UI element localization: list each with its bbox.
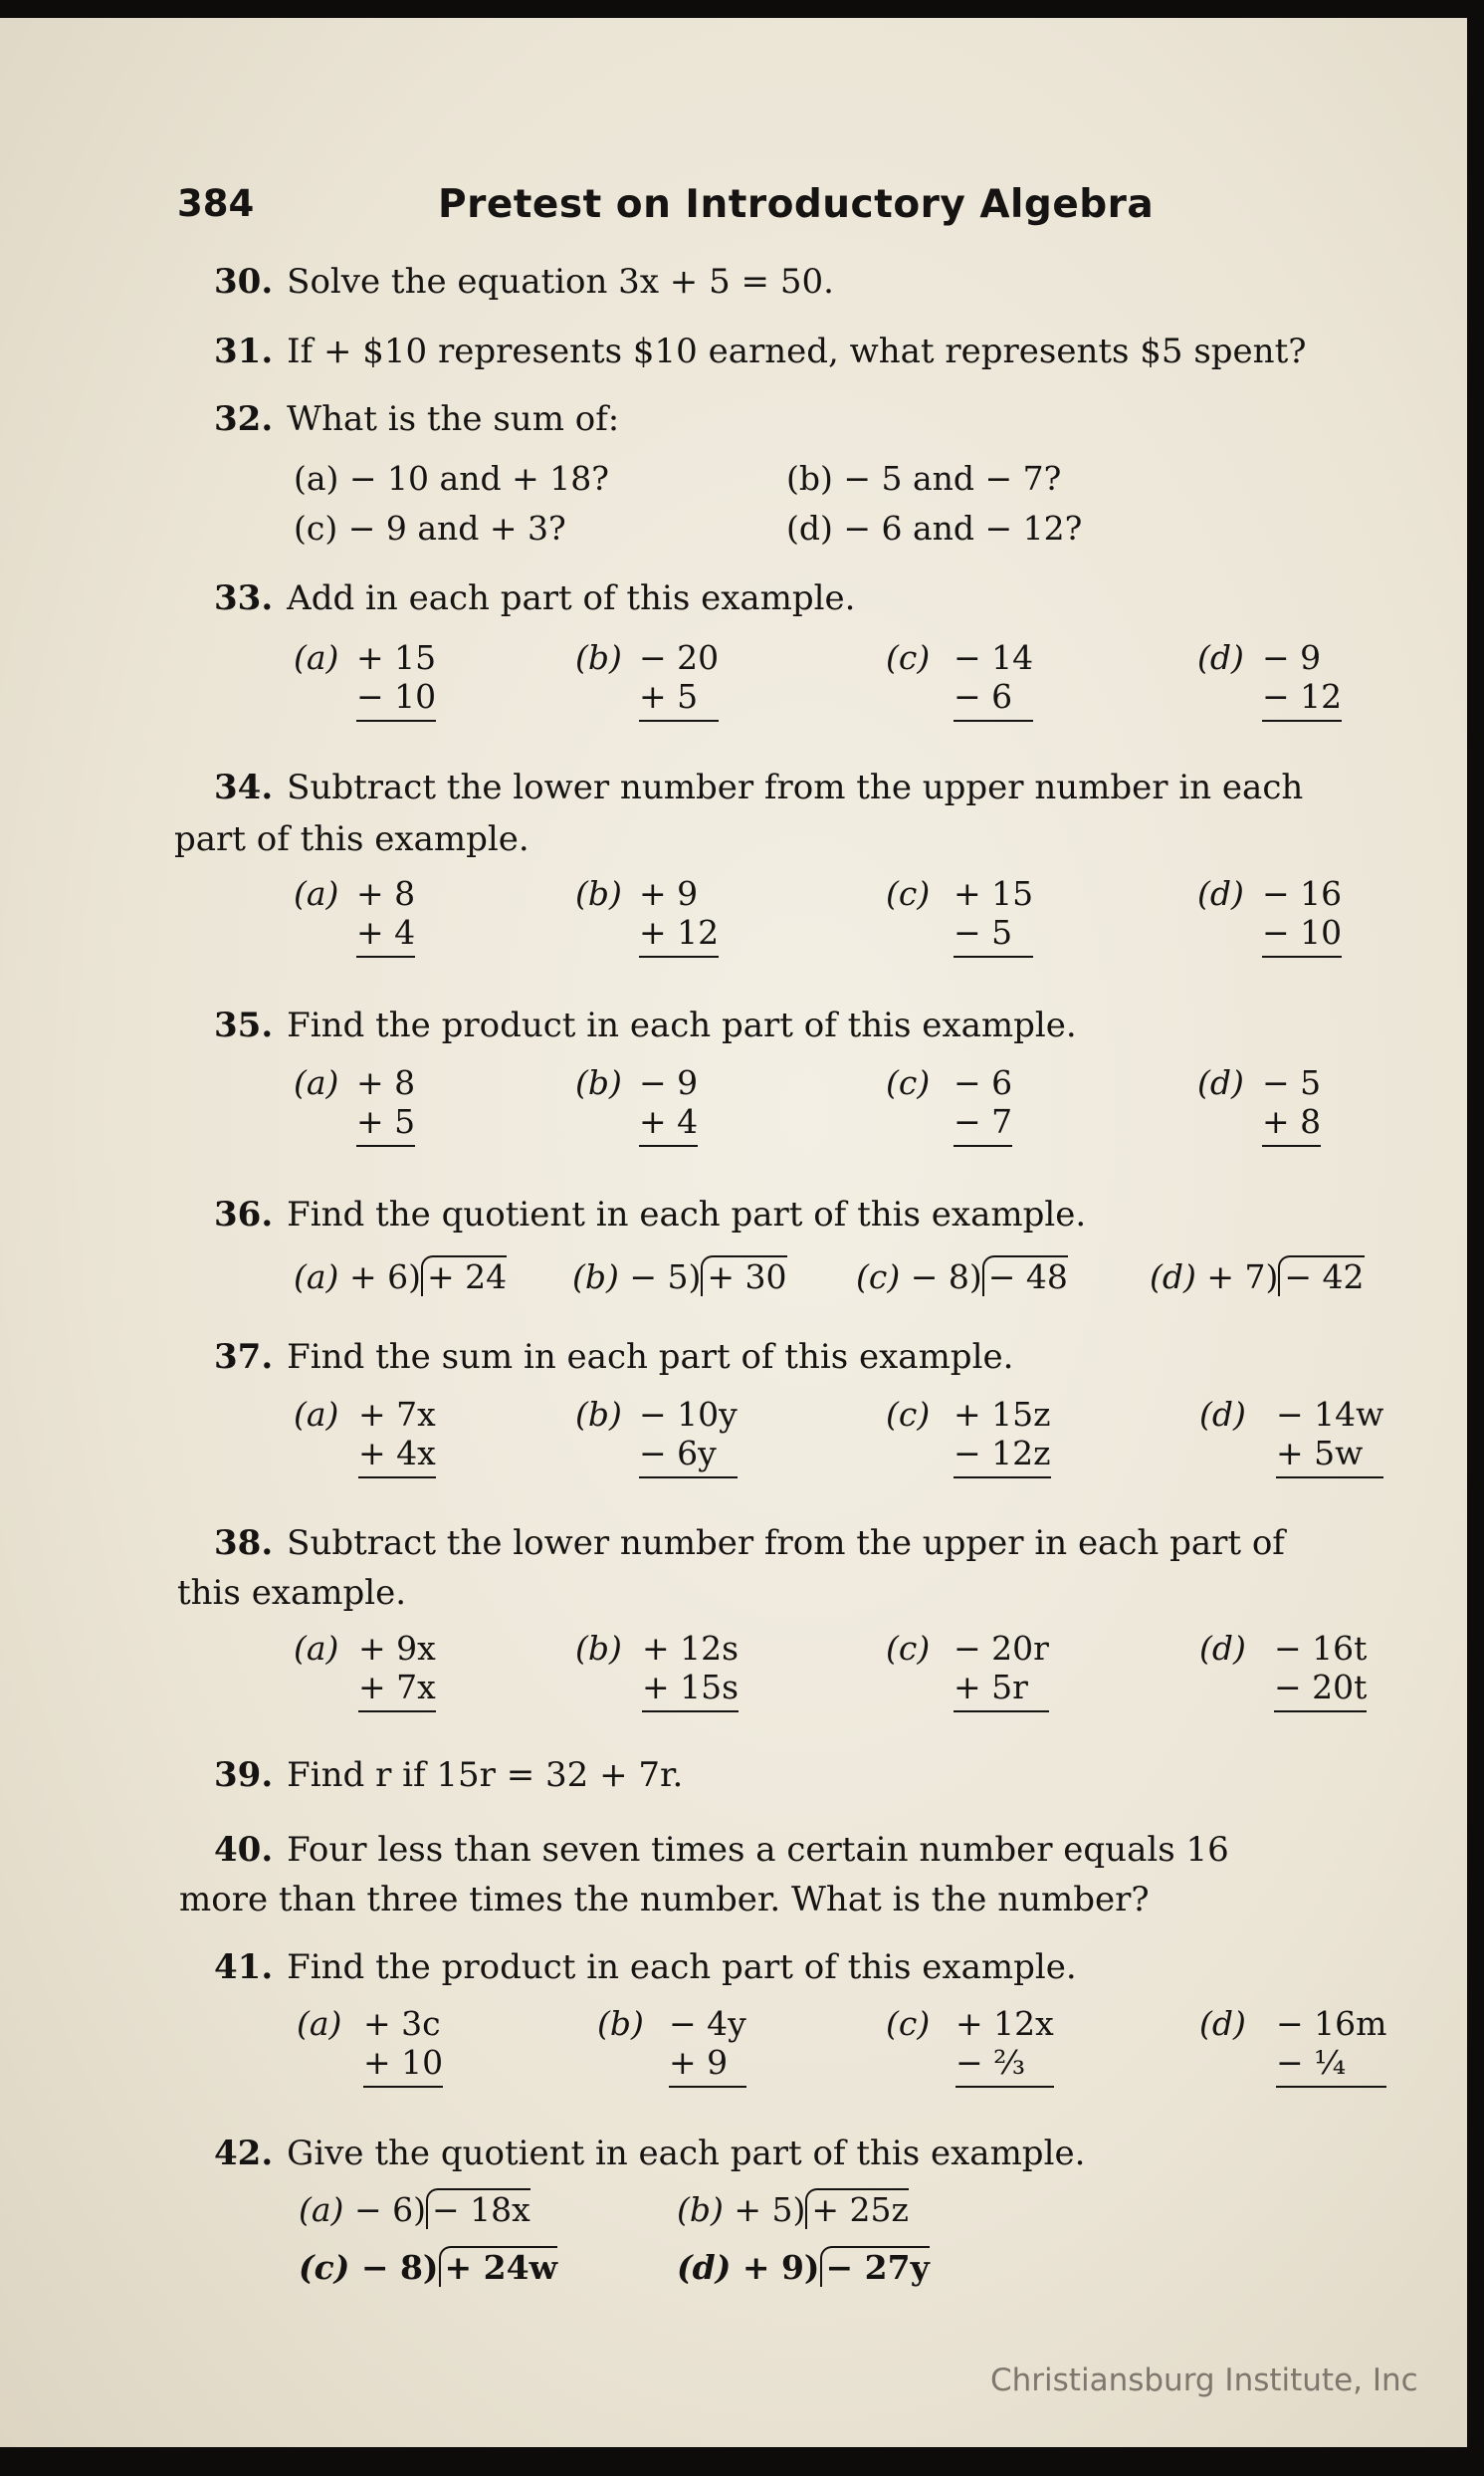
lower-number: + 5r [954, 1668, 1049, 1712]
upper-number: + 8 [356, 874, 416, 913]
part-a [294, 874, 338, 913]
problem-number: 37. [214, 1337, 274, 1377]
stacked-numbers [639, 874, 719, 958]
part-c [886, 638, 930, 677]
lower-number: + 5w [1276, 1434, 1383, 1478]
part-label: (d) [677, 2248, 732, 2287]
part-b [575, 1395, 622, 1434]
option-c: (c) − 9 and + 3? [294, 509, 566, 548]
division-d [1150, 1257, 1365, 1296]
part-a [294, 1395, 338, 1434]
division-d [677, 2248, 930, 2287]
division-c [299, 2248, 557, 2287]
problem-36 [214, 1195, 1086, 1235]
problem-35 [214, 1006, 1077, 1045]
part-c [886, 1395, 930, 1434]
divisor: − 5) [629, 1257, 702, 1296]
upper-number: + 8 [356, 1063, 416, 1102]
part-d [1197, 638, 1244, 677]
upper-number: − 4y [669, 2004, 746, 2043]
part-label: (d) [1150, 1257, 1196, 1296]
problem-text: Find r if 15r = 32 + 7r. [287, 1755, 684, 1795]
divisor: − 8) [360, 2248, 439, 2287]
part-label: (a) [294, 1257, 339, 1296]
divisor: + 7) [1206, 1257, 1279, 1296]
lower-number: − 20t [1274, 1668, 1367, 1712]
problem-number: 31. [214, 332, 274, 371]
problem-32 [214, 399, 619, 439]
problem-text: Subtract the lower number from the upper in each part of [287, 1523, 1285, 1563]
problem-41 [214, 1947, 1077, 1987]
part-label: (b) [575, 1629, 622, 1668]
upper-number: + 9 [639, 874, 699, 913]
lower-number: + 8 [1262, 1102, 1321, 1147]
part-label: (b) [575, 874, 622, 913]
part-b [597, 2004, 644, 2043]
problem-text: Subtract the lower number from the upper number in each [287, 768, 1304, 807]
problem-33 [214, 578, 855, 618]
upper-number: − 9 [639, 1063, 699, 1102]
lower-number: + 4x [358, 1434, 436, 1478]
stacked-numbers [954, 638, 1033, 722]
divisor: + 5) [734, 2190, 806, 2229]
division-c [856, 1257, 1068, 1296]
problem-text: Find the product in each part of this example. [287, 1947, 1077, 1987]
part-label: (c) [856, 1257, 901, 1296]
stacked-numbers [1262, 874, 1342, 958]
stacked-numbers [954, 874, 1033, 958]
part-label: (b) [575, 1395, 622, 1434]
upper-number: − 9 [1262, 638, 1322, 677]
stacked-numbers [1276, 2004, 1386, 2088]
problem-text: Add in each part of this example. [287, 578, 856, 618]
dividend: + 30 [701, 1255, 786, 1296]
part-label: (c) [886, 1395, 931, 1434]
lower-number: − 7 [954, 1102, 1012, 1147]
part-c [886, 1629, 930, 1668]
stacked-numbers [356, 1063, 415, 1147]
part-label: (d) [1199, 1629, 1246, 1668]
lower-number: − ⅔ [955, 2043, 1054, 2088]
division-b [572, 1257, 787, 1296]
part-c [886, 1063, 930, 1102]
stacked-numbers [955, 2004, 1054, 2088]
part-label: (d) [1197, 638, 1244, 677]
lower-number: + 10 [363, 2043, 443, 2088]
upper-number: + 7x [358, 1395, 436, 1434]
part-label: (c) [299, 2248, 350, 2287]
problem-number: 42. [214, 2134, 274, 2173]
dividend: + 24 [421, 1255, 507, 1296]
divisor: − 6) [353, 2190, 426, 2229]
lower-number: − 10 [1262, 913, 1342, 958]
part-d [1199, 1395, 1246, 1434]
lower-number: − 5 [954, 913, 1033, 958]
upper-number: + 12x [955, 2004, 1054, 2043]
part-label: (c) [886, 874, 931, 913]
upper-number: − 5 [1262, 1063, 1322, 1102]
part-c [886, 2004, 930, 2043]
stacked-numbers [358, 1395, 436, 1478]
dividend: + 25z [805, 2188, 909, 2229]
lower-number: + 7x [358, 1668, 436, 1712]
upper-number: − 6 [954, 1063, 1013, 1102]
upper-number: − 16t [1274, 1629, 1368, 1668]
problem-34 [214, 768, 1303, 807]
option-b: (b) − 5 and − 7? [786, 459, 1062, 498]
upper-number: + 15z [954, 1395, 1051, 1434]
stacked-numbers [954, 1629, 1049, 1712]
problem-text: If + $10 represents $10 earned, what represents $5 spent? [287, 332, 1307, 371]
problem-40 [214, 1830, 1229, 1870]
stacked-numbers [1262, 1063, 1321, 1147]
problem-text: Find the product in each part of this example. [287, 1006, 1077, 1045]
lower-number: − 12 [1262, 677, 1342, 722]
part-label: (a) [294, 874, 339, 913]
part-label: (a) [294, 1629, 339, 1668]
option-a: (a) − 10 and + 18? [294, 459, 609, 498]
problem-text: Four less than seven times a certain number equals 16 [287, 1830, 1229, 1870]
part-a [294, 638, 338, 677]
part-label: (c) [886, 1063, 931, 1102]
stacked-numbers [639, 638, 719, 722]
upper-number: + 15 [954, 874, 1034, 913]
part-label: (d) [1199, 1395, 1246, 1434]
problem-text: Solve the equation 3x + 5 = 50. [287, 262, 834, 302]
dividend: + 24w [439, 2246, 557, 2287]
problem-text-continued: this example. [177, 1573, 407, 1613]
problem-text: Find the sum in each part of this example. [287, 1337, 1014, 1377]
upper-number: − 16m [1276, 2004, 1387, 2043]
problem-text: Give the quotient in each part of this example. [287, 2134, 1086, 2173]
dividend: − 48 [982, 1255, 1068, 1296]
lower-number: − ¼ [1276, 2043, 1386, 2088]
problem-text-continued: more than three times the number. What is the number? [179, 1880, 1150, 1919]
stacked-numbers [358, 1629, 436, 1712]
part-label: (b) [572, 1257, 619, 1296]
part-label: (d) [1197, 874, 1244, 913]
lower-number: − 10 [356, 677, 436, 722]
upper-number: + 3c [363, 2004, 441, 2043]
part-label: (b) [677, 2190, 724, 2229]
upper-number: − 14 [954, 638, 1034, 677]
part-label: (a) [299, 2190, 344, 2229]
part-label: (c) [886, 1629, 931, 1668]
part-d [1197, 1063, 1244, 1102]
part-b [575, 638, 622, 677]
stacked-numbers [639, 1063, 698, 1147]
upper-number: + 12s [642, 1629, 740, 1668]
part-label: (b) [575, 1063, 622, 1102]
upper-number: − 14w [1276, 1395, 1384, 1434]
lower-number: + 12 [639, 913, 719, 958]
problem-38 [214, 1523, 1285, 1563]
stacked-numbers [363, 2004, 443, 2088]
part-label: (b) [597, 2004, 644, 2043]
divisor: + 9) [742, 2248, 820, 2287]
part-label: (a) [294, 1063, 339, 1102]
problem-37 [214, 1337, 1013, 1377]
division-a [299, 2190, 530, 2229]
upper-number: + 15 [356, 638, 437, 677]
lower-number: + 15s [642, 1668, 739, 1712]
part-d [1199, 1629, 1246, 1668]
stacked-numbers [1274, 1629, 1367, 1712]
part-label: (c) [886, 2004, 931, 2043]
part-label: (d) [1199, 2004, 1246, 2043]
part-label: (a) [294, 1395, 339, 1434]
problem-39 [214, 1755, 683, 1795]
option-d: (d) − 6 and − 12? [786, 509, 1083, 548]
problem-number: 41. [214, 1947, 274, 1987]
watermark: Christiansburg Institute, Inc [990, 2363, 1418, 2398]
problem-number: 35. [214, 1006, 274, 1045]
page-title: Pretest on Introductory Algebra [438, 182, 1155, 227]
lower-number: + 9 [669, 2043, 746, 2088]
part-d [1197, 874, 1244, 913]
division-a [294, 1257, 507, 1296]
stacked-numbers [669, 2004, 746, 2088]
part-b [575, 1063, 622, 1102]
part-a [297, 2004, 341, 2043]
division-b [677, 2190, 909, 2229]
part-b [575, 874, 622, 913]
lower-number: − 6y [639, 1434, 738, 1478]
upper-number: − 20r [954, 1629, 1049, 1668]
part-d [1199, 2004, 1246, 2043]
part-c [886, 874, 930, 913]
problem-text: Find the quotient in each part of this example. [287, 1195, 1087, 1235]
lower-number: + 5 [639, 677, 719, 722]
problem-text-continued: part of this example. [174, 819, 530, 859]
part-label: (a) [297, 2004, 342, 2043]
divisor: + 6) [348, 1257, 421, 1296]
dividend: − 18x [426, 2188, 530, 2229]
stacked-numbers [639, 1395, 738, 1478]
page-number: 384 [177, 182, 255, 225]
upper-number: − 20 [639, 638, 720, 677]
stacked-numbers [356, 874, 415, 958]
stacked-numbers [1276, 1395, 1383, 1478]
problem-number: 34. [214, 768, 274, 807]
problem-31 [214, 332, 1306, 371]
part-label: (b) [575, 638, 622, 677]
problem-number: 40. [214, 1830, 274, 1870]
stacked-numbers [954, 1395, 1051, 1478]
problem-30 [214, 262, 834, 302]
part-b [575, 1629, 622, 1668]
problem-number: 32. [214, 399, 274, 439]
problem-42 [214, 2134, 1085, 2173]
part-label: (c) [886, 638, 931, 677]
problem-number: 39. [214, 1755, 274, 1795]
problem-number: 38. [214, 1523, 274, 1563]
problem-text: What is the sum of: [287, 399, 620, 439]
divisor: − 8) [910, 1257, 982, 1296]
problem-number: 30. [214, 262, 274, 302]
part-a [294, 1063, 338, 1102]
lower-number: + 5 [356, 1102, 415, 1147]
stacked-numbers [1262, 638, 1342, 722]
stacked-numbers [954, 1063, 1012, 1147]
lower-number: + 4 [356, 913, 415, 958]
dividend: − 27y [820, 2246, 930, 2287]
upper-number: + 9x [358, 1629, 436, 1668]
part-a [294, 1629, 338, 1668]
upper-number: − 10y [639, 1395, 738, 1434]
problem-number: 33. [214, 578, 274, 618]
stacked-numbers [356, 638, 436, 722]
part-label: (d) [1197, 1063, 1244, 1102]
book-page [0, 18, 1467, 2447]
lower-number: − 6 [954, 677, 1033, 722]
upper-number: − 16 [1262, 874, 1343, 913]
lower-number: + 4 [639, 1102, 698, 1147]
lower-number: − 12z [954, 1434, 1051, 1478]
problem-number: 36. [214, 1195, 274, 1235]
part-label: (a) [294, 638, 339, 677]
dividend: − 42 [1278, 1255, 1364, 1296]
stacked-numbers [642, 1629, 739, 1712]
